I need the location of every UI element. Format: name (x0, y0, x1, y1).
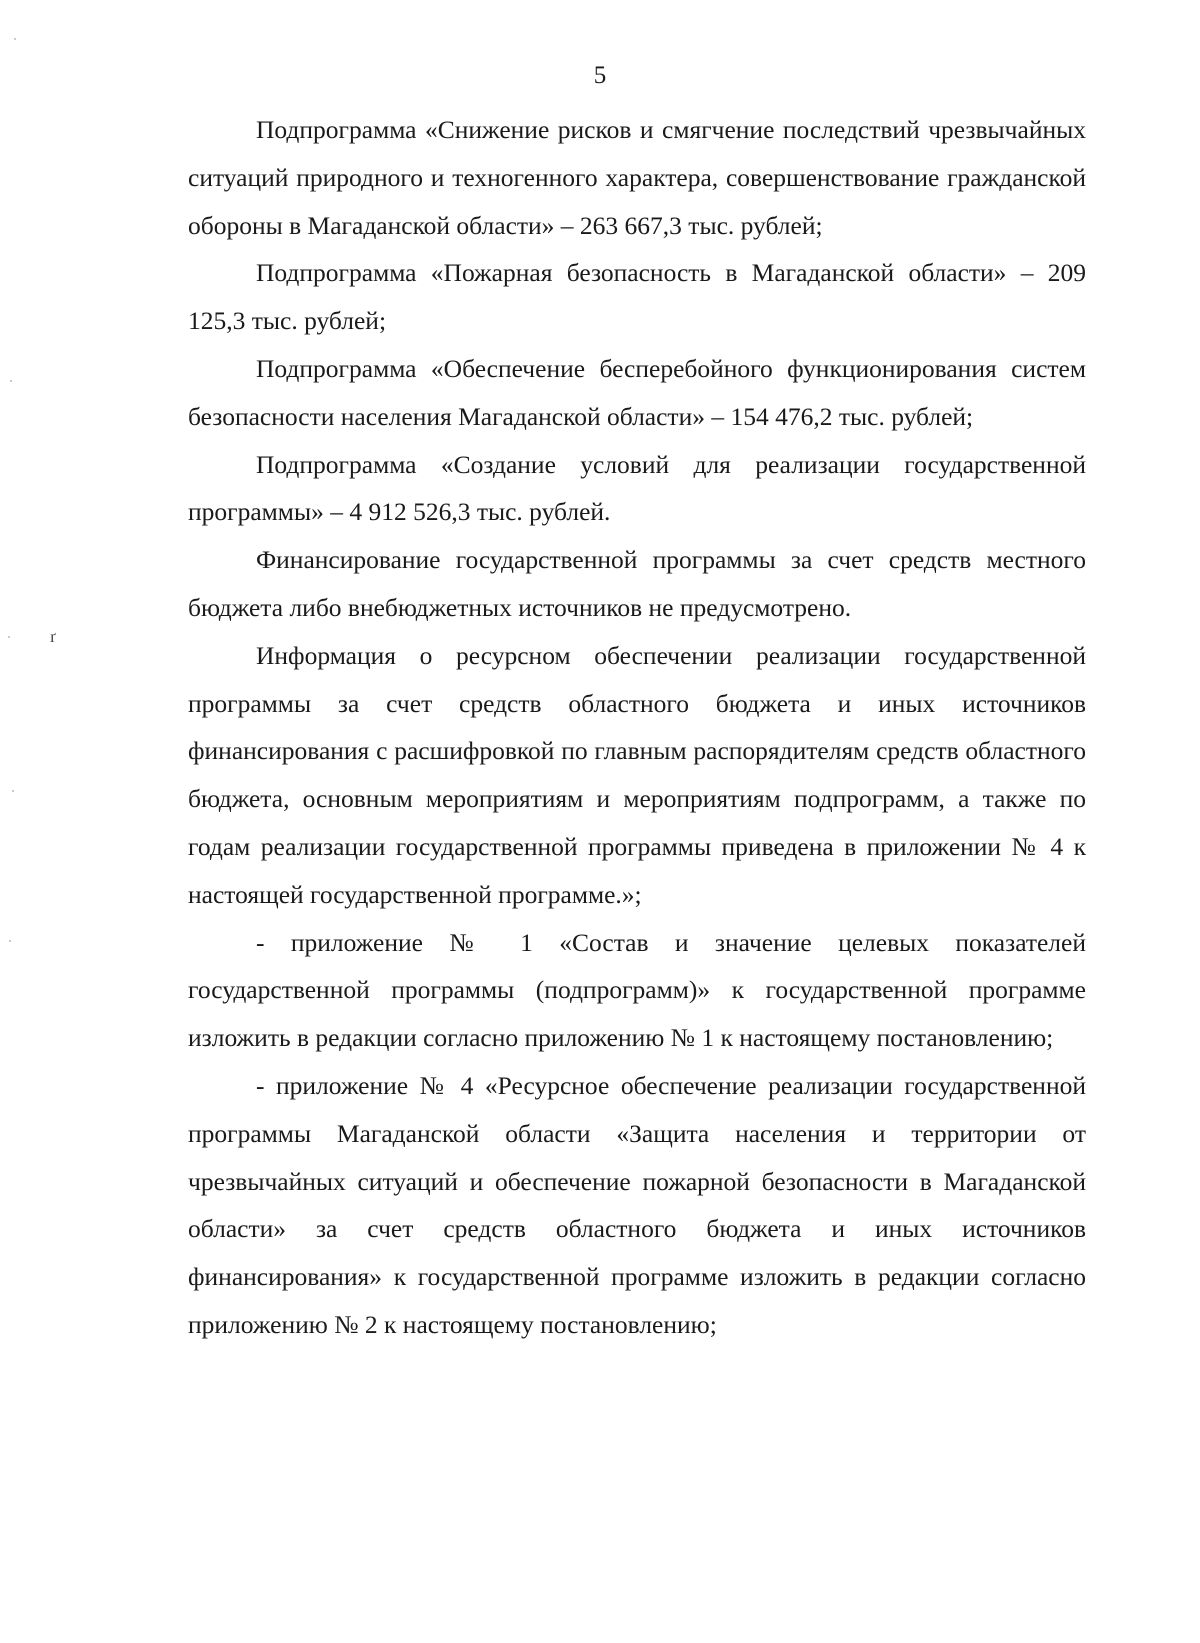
paragraph-subprogram-security-systems: Подпрограмма «Обеспечение бесперебойного функционирования систем безопасности населения Магаданской области» – 154 476,2 тыс. рублей; (188, 353, 1086, 431)
paragraph-subprogram-risk-reduction: Подпрограмма «Снижение рисков и смягчение последствий чрезвычайных ситуаций природного и техногенного характера, совершенствование гражданской обороны в Магаданской области» – 263 667,3 тыс. рублей; (188, 115, 1086, 240)
paragraph-appendix-4: - приложение № 4 «Ресурсное обеспечение реализации государственной программы Магаданской области «Защита населения и территории от чрезвычайных ситуаций и обеспечение пожарной безопасности в Магаданской области» за счет средств областного бюджета и иных источников финансирования» к государственной программе изложить в редакции согласно приложению № 2 к настоящему постановлению; (188, 1070, 1086, 1339)
document-body (188, 106, 1086, 1349)
paragraph-subprogram-conditions: Подпрограмма «Создание условий для реализации государственной программы» – 4 912 526,3 тыс. рублей. (188, 449, 1086, 527)
scan-speck (9, 940, 11, 942)
paragraph-subprogram-fire-safety: Подпрограмма «Пожарная безопасность в Магаданской области» – 209 125,3 тыс. рублей; (188, 258, 1086, 336)
paragraph-local-financing: Финансирование государственной программы за счет средств местного бюджета либо внебюджетных источников не предусмотрено. (188, 545, 1086, 622)
paragraph-appendix-1: - приложение № 1 «Состав и значение целевых показателей государственной программы (подпрограмм)» к государственной программе изложить в редакции согласно приложению № 1 к настоящему постановлению; (188, 927, 1086, 1053)
paragraph-resource-information: Информация о ресурсном обеспечении реализации государственной программы за счет средств областного бюджета и иных источников финансирования с расшифровкой по главным распорядителям средств областного бюджета, основным мероприятиям и мероприятиям подпрограмм, а также по годам реализации государственной программы приведена в приложении № 4 к настоящей государственной программе.»; (188, 640, 1086, 909)
scan-speck (10, 380, 12, 382)
scan-speck (12, 790, 14, 792)
scan-speck (14, 38, 16, 40)
margin-mark: ґ (50, 629, 56, 646)
scan-speck (8, 636, 10, 638)
page-number: 5 (593, 62, 607, 89)
